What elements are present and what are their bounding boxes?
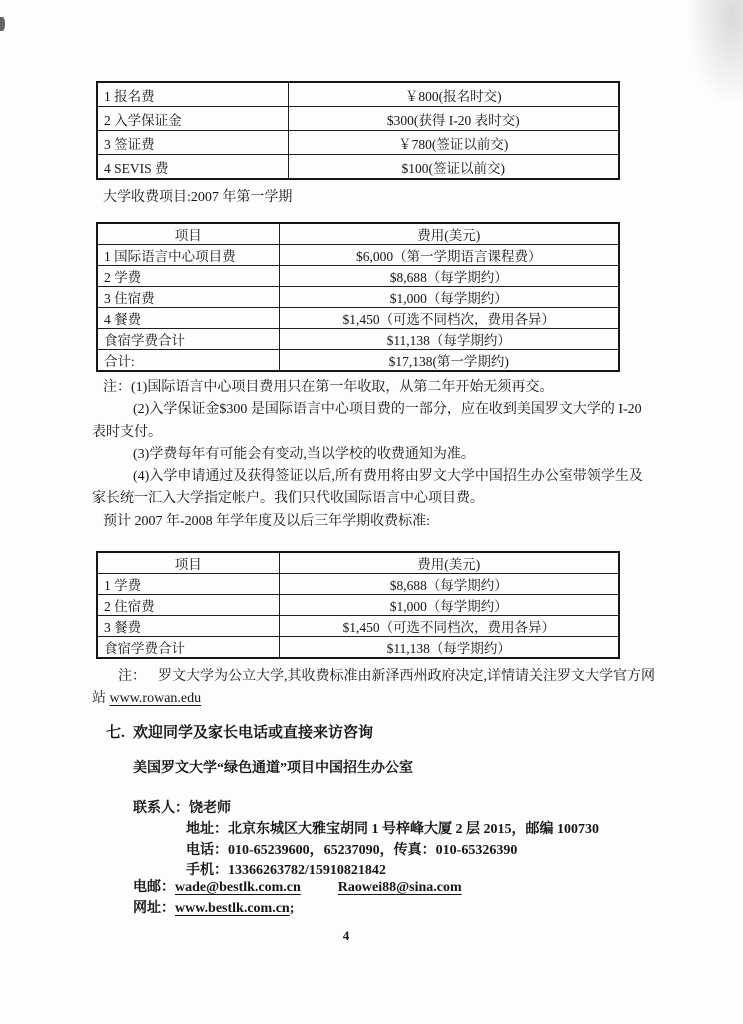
note-line xyxy=(92,666,655,688)
address-label: 地址： xyxy=(186,822,228,837)
fee-item: 2 住宿费 xyxy=(97,595,279,616)
fee-value: $17,138(第一学期约) xyxy=(279,350,619,372)
scan-speck-artifact xyxy=(0,17,5,31)
contact-person-line xyxy=(133,797,231,817)
fee-value: $1,000（每学期约） xyxy=(279,595,619,616)
fee-value: ￥780(签证以前交) xyxy=(288,131,619,155)
fee-value: $8,688（每学期约） xyxy=(279,574,619,595)
note-label: 注： xyxy=(118,669,146,684)
website-label: 网址： xyxy=(133,901,175,916)
fee-item: 食宿学费合计 xyxy=(97,637,279,659)
fee-item: 1 国际语言中心项目费 xyxy=(97,245,279,266)
email-address-1: wade@bestlk.com.cn xyxy=(175,880,301,895)
email-label: 电邮： xyxy=(133,880,175,895)
fee-value: $11,138（每学期约） xyxy=(279,329,619,350)
address-line xyxy=(186,818,599,838)
forecast-note xyxy=(92,666,655,711)
page-number: 4 xyxy=(342,928,350,943)
phone-line xyxy=(186,839,517,859)
fee-item: 2 学费 xyxy=(97,266,279,287)
fee-item: 4 SEVIS 费 xyxy=(97,155,288,180)
table-row xyxy=(97,308,619,329)
fee-item: 合计: xyxy=(97,350,279,372)
fee-value: $11,138（每学期约） xyxy=(279,637,619,659)
fee-value: ￥800(报名时交) xyxy=(288,82,619,107)
contact-name: 饶老师 xyxy=(189,801,231,816)
table-row xyxy=(97,637,619,659)
section-heading-contact xyxy=(106,724,373,744)
fee-item: 3 餐费 xyxy=(97,616,279,637)
contact-label: 联系人： xyxy=(133,801,189,816)
table-row xyxy=(97,107,619,131)
initial-fees-table xyxy=(96,81,620,180)
fee-value: $8,688（每学期约） xyxy=(279,266,619,287)
note-text: 罗文大学为公立大学,其收费标准由新泽西州政府决定,详情请关注罗文大学官方网 xyxy=(158,669,655,684)
first-semester-notes xyxy=(92,377,643,511)
table-row xyxy=(97,329,619,350)
table-row xyxy=(97,616,619,637)
note-line: 注：(1)国际语言中心项目费用只在第一年收取，从第二年开始无须再交。 xyxy=(103,380,554,395)
website-suffix: ; xyxy=(289,901,295,916)
fee-item: 食宿学费合计 xyxy=(97,329,279,350)
fee-item: 3 签证费 xyxy=(97,131,288,155)
note-line: (4)入学申请通过及获得签证以后,所有费用将由罗文大学中国招生办公室带领学生及 xyxy=(133,469,643,485)
column-header-item: 项目 xyxy=(97,552,279,574)
fee-item: 3 住宿费 xyxy=(97,287,279,308)
email-line xyxy=(133,876,462,896)
section-title-first-semester: 大学收费项目:2007 年第一学期 xyxy=(103,190,293,205)
table-row xyxy=(97,245,619,266)
section-heading-text: 欢迎同学及家长电话或直接来访咨询 xyxy=(133,725,374,741)
fee-item: 2 入学保证金 xyxy=(97,107,288,131)
table-row xyxy=(97,574,619,595)
note-line: 表时支付。 xyxy=(92,424,162,440)
table-row xyxy=(97,82,619,107)
note-line: (3)学费每年有可能会有变动,当以学校的收费通知为准。 xyxy=(133,446,475,462)
forecast-fees-table xyxy=(96,551,620,659)
table-row xyxy=(97,595,619,616)
table-row xyxy=(97,287,619,308)
rowan-website-link: www.rowan.edu xyxy=(109,691,202,707)
fee-value: $6,000（第一学期语言课程费） xyxy=(279,245,619,266)
phone-value: 010-65239600，65237090，传真：010-65326390 xyxy=(228,843,518,858)
fee-value: $100(签证以前交) xyxy=(288,155,619,180)
website-line xyxy=(133,897,294,917)
table-header-row xyxy=(97,223,619,245)
note-text: 站 xyxy=(92,691,110,707)
table-row xyxy=(97,131,619,155)
email-address-2: Raowei88@sina.com xyxy=(337,880,462,895)
table-row xyxy=(97,155,619,180)
fee-item: 4 餐费 xyxy=(97,308,279,329)
section-title-forecast: 预计 2007 年-2008 年学年度及以后三年学期收费标准: xyxy=(103,514,431,529)
note-line: (2)入学保证金$300 是国际语言中心项目费的一部分，应在收到美国罗文大学的 I-20 xyxy=(133,402,642,418)
fee-value: $1,000（每学期约） xyxy=(279,287,619,308)
mobile-value: 13366263782/15910821842 xyxy=(228,863,386,878)
column-header-fee: 费用(美元) xyxy=(279,223,619,245)
note-line xyxy=(92,688,655,710)
section-number: 七. xyxy=(106,725,125,741)
mobile-label: 手机： xyxy=(186,863,228,878)
column-header-fee: 费用(美元) xyxy=(279,552,619,574)
table-row xyxy=(97,350,619,372)
phone-label: 电话： xyxy=(186,843,228,858)
fee-value: $1,450（可选不同档次，费用各异） xyxy=(279,616,619,637)
first-semester-fees-table xyxy=(96,222,620,372)
fee-item: 1 学费 xyxy=(97,574,279,595)
fee-value: $300(获得 I-20 表时交) xyxy=(288,107,619,131)
fee-item: 1 报名费 xyxy=(97,82,288,107)
table-header-row xyxy=(97,552,619,574)
scan-smudge-artifact xyxy=(673,0,743,150)
website-link: www.bestlk.com.cn xyxy=(175,901,290,916)
address-value: 北京东城区大雅宝胡同 1 号梓峰大厦 2 层 2015，邮编 100730 xyxy=(228,822,599,837)
fee-value: $1,450（可选不同档次，费用各异） xyxy=(279,308,619,329)
note-line: 家长统一汇入大学指定帐户。我们只代收国际语言中心项目费。 xyxy=(92,491,484,507)
table-row xyxy=(97,266,619,287)
column-header-item: 项目 xyxy=(97,223,279,245)
office-name: 美国罗文大学“绿色通道”项目中国招生办公室 xyxy=(133,761,413,776)
